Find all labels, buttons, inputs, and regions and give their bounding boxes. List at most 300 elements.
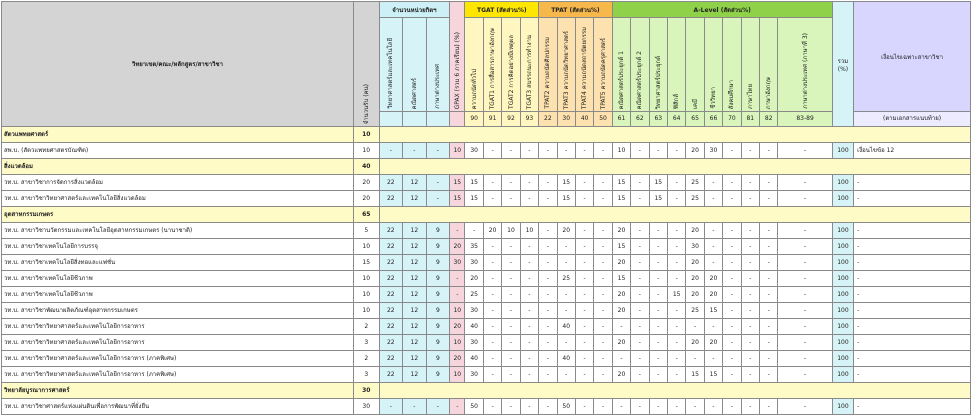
header-tpat-0 — [539, 18, 557, 112]
score-cell: - — [520, 271, 538, 287]
score-cell: 22 — [379, 271, 403, 287]
program-name: วท.บ. สาขาวิชาวิทยาศาสตร์และเทคโนโลยีการอาหาร (ภาคพิเศษ) — [2, 351, 354, 367]
score-cell: 15 — [557, 175, 575, 191]
score-cell: - — [594, 335, 612, 351]
score-cell: 20 — [686, 255, 704, 271]
score-cell: - — [520, 255, 538, 271]
header-unit-2-label: ภาษาต่างประเทศ — [434, 64, 442, 109]
score-cell: - — [483, 335, 501, 351]
score-cell: - — [450, 287, 465, 303]
score-cell: 20 — [612, 303, 630, 319]
score-cell: - — [723, 319, 741, 335]
program-seats: 15 — [353, 255, 379, 271]
header-alevel-3-label: ฟิสิกส์ — [673, 93, 681, 109]
score-cell: - — [649, 335, 667, 351]
score-cell: - — [723, 287, 741, 303]
program-name: สพ.บ. (สัตวแพทยศาสตรบัณฑิต) — [2, 143, 354, 159]
subject-code: 66 — [704, 112, 722, 127]
score-cell: - — [557, 335, 575, 351]
subject-code: 91 — [483, 112, 501, 127]
program-name: วท.บ. สาขาวิชาศาสตร์แห่งแผ่นดินเพื่อการพัฒนาที่ยั่งยืน — [2, 399, 354, 415]
subject-code: 81 — [741, 112, 759, 127]
score-cell: - — [667, 175, 685, 191]
table-row — [2, 271, 971, 287]
score-cell: - — [704, 319, 722, 335]
score-cell: - — [649, 143, 667, 159]
header-unit-2 — [426, 18, 450, 112]
score-cell: - — [760, 351, 778, 367]
score-cell: 15 — [686, 367, 704, 383]
score-cell: - — [741, 319, 759, 335]
table-row — [2, 191, 971, 207]
score-cell: - — [667, 255, 685, 271]
score-cell: 30 — [465, 367, 483, 383]
score-cell: - — [612, 319, 630, 335]
score-cell: 50 — [465, 399, 483, 415]
score-cell: - — [741, 175, 759, 191]
table-row — [2, 223, 971, 239]
header-alevel-2 — [649, 18, 667, 112]
score-cell: 9 — [426, 367, 450, 383]
score-cell: 40 — [465, 319, 483, 335]
score-cell: - — [594, 367, 612, 383]
table-row — [2, 367, 971, 383]
score-cell: - — [723, 239, 741, 255]
section-row — [2, 127, 971, 143]
score-cell: - — [741, 271, 759, 287]
score-cell: - — [483, 399, 501, 415]
score-cell: - — [502, 143, 520, 159]
program-seats: 3 — [353, 335, 379, 351]
program-name: วท.บ. สาขาวิชาวิทยาศาสตร์และเทคโนโลยีการอาหาร — [2, 335, 354, 351]
score-cell: 15 — [465, 175, 483, 191]
score-cell: - — [778, 367, 832, 383]
score-cell: - — [557, 303, 575, 319]
score-cell: - — [520, 399, 538, 415]
score-cell: - — [520, 191, 538, 207]
score-cell: 9 — [426, 255, 450, 271]
score-cell: - — [723, 351, 741, 367]
score-cell: - — [520, 239, 538, 255]
score-cell: 15 — [465, 191, 483, 207]
score-cell: 12 — [403, 287, 427, 303]
score-cell: - — [575, 319, 593, 335]
header-alevel-6-label: สังคมศึกษา — [728, 79, 736, 109]
score-cell: - — [649, 351, 667, 367]
score-cell: - — [667, 271, 685, 287]
header-condition: เงื่อนไขเฉพาะสาขาวิชา — [854, 2, 971, 112]
program-name: วท.บ. สาขาวิชาเทคโนโลยีสิ่งทอและแฟชั่น — [2, 255, 354, 271]
score-cell: - — [741, 255, 759, 271]
header-tgat-0 — [483, 18, 501, 112]
total-cell: 100 — [832, 351, 853, 367]
total-cell: 100 — [832, 223, 853, 239]
score-cell: - — [575, 335, 593, 351]
subject-code: 63 — [649, 112, 667, 127]
header-alevel-1 — [631, 18, 649, 112]
score-cell: - — [426, 143, 450, 159]
score-cell: 9 — [426, 271, 450, 287]
score-cell: 20 — [612, 255, 630, 271]
score-cell: - — [778, 175, 832, 191]
score-cell: - — [557, 143, 575, 159]
score-cell: - — [686, 399, 704, 415]
score-cell: - — [483, 319, 501, 335]
score-cell: - — [594, 239, 612, 255]
header-tgat-0-label: TGAT1 การสื่อสารภาษาอังกฤษ — [489, 27, 497, 109]
program-name: วท.บ. สาขาวิชาพัฒนาผลิตภัณฑ์อุตสาหกรรมเกษตร — [2, 303, 354, 319]
table-row — [2, 255, 971, 271]
score-cell: - — [539, 319, 557, 335]
program-name: วท.บ. สาขาวิชาวิทยาศาสตร์และเทคโนโลยีการอาหาร — [2, 319, 354, 335]
table-row — [2, 239, 971, 255]
score-cell: - — [760, 303, 778, 319]
header-alevel-7 — [741, 18, 759, 112]
score-cell: - — [723, 255, 741, 271]
section-seats: 10 — [353, 127, 379, 143]
score-cell: - — [667, 303, 685, 319]
score-cell: - — [723, 143, 741, 159]
score-cell: - — [539, 223, 557, 239]
header-alevel-5 — [704, 18, 722, 112]
score-cell: - — [426, 175, 450, 191]
score-cell: - — [539, 255, 557, 271]
score-cell: - — [667, 191, 685, 207]
score-cell: - — [539, 271, 557, 287]
score-cell: - — [667, 223, 685, 239]
header-alevel-0 — [612, 18, 630, 112]
score-cell: 25 — [557, 271, 575, 287]
score-cell: - — [631, 175, 649, 191]
score-cell: - — [723, 175, 741, 191]
score-cell: - — [575, 191, 593, 207]
score-cell: - — [575, 399, 593, 415]
score-cell: 40 — [465, 351, 483, 367]
section-seats: 40 — [353, 159, 379, 175]
header-program: วิทยาเขต/คณะ/หลักสูตร/สาขาวิชา — [2, 2, 354, 127]
score-cell: 12 — [403, 223, 427, 239]
score-cell: - — [667, 319, 685, 335]
condition-cell: - — [854, 367, 971, 383]
condition-cell: - — [854, 271, 971, 287]
score-cell: 22 — [379, 191, 403, 207]
score-cell: - — [520, 175, 538, 191]
score-cell: - — [539, 303, 557, 319]
program-seats: 10 — [353, 303, 379, 319]
program-seats: 30 — [353, 399, 379, 415]
header-alevel-9-label: ภาษาต่างประเทศ (ภาษาที่ 3) — [801, 33, 809, 109]
program-seats: 5 — [353, 223, 379, 239]
score-cell: 30 — [465, 143, 483, 159]
score-cell: - — [686, 351, 704, 367]
score-cell: - — [575, 175, 593, 191]
score-cell: 20 — [704, 287, 722, 303]
score-cell: 20 — [465, 271, 483, 287]
score-cell: - — [778, 335, 832, 351]
subject-code: 83-89 — [778, 112, 832, 127]
score-cell: - — [741, 303, 759, 319]
score-cell: - — [594, 175, 612, 191]
score-cell: - — [631, 367, 649, 383]
score-cell: - — [403, 399, 427, 415]
score-cell: - — [704, 175, 722, 191]
score-cell: - — [778, 191, 832, 207]
score-cell: - — [778, 399, 832, 415]
score-cell: - — [631, 319, 649, 335]
score-cell: - — [704, 255, 722, 271]
program-seats: 20 — [353, 191, 379, 207]
score-cell: - — [760, 271, 778, 287]
total-cell: 100 — [832, 143, 853, 159]
score-cell: 20 — [612, 335, 630, 351]
score-cell: 22 — [379, 175, 403, 191]
total-cell: 100 — [832, 399, 853, 415]
score-cell: 40 — [557, 319, 575, 335]
score-cell: 20 — [686, 287, 704, 303]
score-cell: 12 — [403, 335, 427, 351]
score-cell: - — [778, 239, 832, 255]
program-seats: 3 — [353, 367, 379, 383]
header-alevel-5-label: ชีววิทยา — [709, 87, 717, 109]
subject-code: 61 — [612, 112, 630, 127]
program-seats: 20 — [353, 175, 379, 191]
score-cell: - — [778, 351, 832, 367]
score-cell: - — [760, 175, 778, 191]
score-cell: - — [520, 335, 538, 351]
score-cell: - — [686, 319, 704, 335]
table-row — [2, 143, 971, 159]
condition-cell: - — [854, 351, 971, 367]
header-unit-1 — [403, 18, 427, 112]
score-cell: - — [575, 303, 593, 319]
score-cell: - — [502, 255, 520, 271]
score-cell: - — [612, 399, 630, 415]
section-filler — [379, 207, 970, 223]
program-seats: 2 — [353, 319, 379, 335]
subject-code: 62 — [631, 112, 649, 127]
section-name: วิทยาลัยบูรณาการศาสตร์ — [2, 383, 354, 399]
score-cell: - — [483, 271, 501, 287]
table-row — [2, 175, 971, 191]
score-cell: 30 — [450, 255, 465, 271]
score-cell: - — [502, 303, 520, 319]
score-cell: - — [741, 351, 759, 367]
score-cell: - — [667, 367, 685, 383]
score-cell: - — [631, 255, 649, 271]
score-cell: - — [594, 271, 612, 287]
score-cell: - — [704, 351, 722, 367]
score-cell: 30 — [704, 143, 722, 159]
score-cell: - — [539, 287, 557, 303]
score-cell: - — [594, 223, 612, 239]
score-cell: - — [649, 399, 667, 415]
score-cell: 40 — [557, 351, 575, 367]
total-cell: 100 — [832, 239, 853, 255]
score-cell: 20 — [450, 239, 465, 255]
score-cell: - — [539, 335, 557, 351]
score-cell: - — [502, 367, 520, 383]
total-cell: 100 — [832, 271, 853, 287]
subject-code: 90 — [465, 112, 483, 127]
score-cell: - — [741, 335, 759, 351]
score-cell: - — [778, 319, 832, 335]
header-unit-0 — [379, 18, 403, 112]
score-cell: 12 — [403, 303, 427, 319]
score-cell: 12 — [403, 191, 427, 207]
score-cell: - — [539, 239, 557, 255]
score-cell: 9 — [426, 351, 450, 367]
score-cell: - — [502, 239, 520, 255]
score-cell: - — [575, 239, 593, 255]
score-cell: 22 — [379, 287, 403, 303]
code-blank-2 — [426, 112, 450, 127]
score-cell: 22 — [379, 335, 403, 351]
section-name: สัตวแพทยศาสตร์ — [2, 127, 354, 143]
score-cell: - — [502, 287, 520, 303]
code-blank-0 — [379, 112, 403, 127]
score-cell: - — [520, 367, 538, 383]
score-cell: - — [778, 287, 832, 303]
program-seats: 10 — [353, 271, 379, 287]
header-alevel-8 — [760, 18, 778, 112]
score-cell: - — [741, 367, 759, 383]
score-cell: - — [502, 191, 520, 207]
score-cell: - — [575, 255, 593, 271]
header-tpat-2 — [575, 18, 593, 112]
score-cell: - — [723, 367, 741, 383]
header-tpat-3-label: TPAT5 ความถนัดครุศาสตร์ — [599, 37, 607, 109]
score-cell: - — [520, 143, 538, 159]
score-cell: - — [760, 223, 778, 239]
header-alevel-8-label: ภาษาอังกฤษ — [765, 76, 773, 109]
score-cell: - — [483, 287, 501, 303]
score-cell: - — [520, 303, 538, 319]
table-row — [2, 335, 971, 351]
header-tpat-2-label: TPAT4 ความถนัดสถาปัตยกรรม — [581, 26, 589, 109]
score-cell: 10 — [612, 143, 630, 159]
score-cell: - — [649, 223, 667, 239]
score-cell: - — [594, 399, 612, 415]
score-cell: 30 — [465, 255, 483, 271]
score-cell: 20 — [612, 367, 630, 383]
score-cell: - — [649, 239, 667, 255]
score-cell: - — [502, 399, 520, 415]
score-cell: - — [667, 351, 685, 367]
score-cell: - — [594, 303, 612, 319]
score-cell: 12 — [403, 367, 427, 383]
program-name: วท.บ. สาขาวิชาเทคโนโลยีชีวภาพ — [2, 271, 354, 287]
score-cell: 50 — [557, 399, 575, 415]
header-tgat-2 — [520, 18, 538, 112]
score-cell: - — [502, 319, 520, 335]
score-cell: - — [631, 287, 649, 303]
score-cell: 10 — [502, 223, 520, 239]
score-cell: 9 — [426, 303, 450, 319]
total-cell: 100 — [832, 287, 853, 303]
table-row — [2, 351, 971, 367]
score-cell: 15 — [612, 175, 630, 191]
score-cell: 20 — [686, 335, 704, 351]
score-cell: - — [778, 223, 832, 239]
header-alevel-1-label: คณิตศาสตร์ประยุกต์ 2 — [636, 50, 644, 109]
score-cell: 12 — [403, 239, 427, 255]
subject-code: 82 — [760, 112, 778, 127]
score-cell: 20 — [686, 223, 704, 239]
condition-cell: - — [854, 303, 971, 319]
score-cell: - — [741, 239, 759, 255]
header-tgat-1-label: TGAT2 การคิดอย่างมีเหตุผล — [507, 35, 515, 109]
total-cell: 100 — [832, 175, 853, 191]
score-cell: - — [483, 351, 501, 367]
score-cell: - — [649, 271, 667, 287]
score-cell: - — [704, 191, 722, 207]
score-cell: - — [575, 271, 593, 287]
score-cell: 25 — [686, 191, 704, 207]
score-cell: 20 — [686, 143, 704, 159]
condition-cell: เงื่อนไขข้อ 12 — [854, 143, 971, 159]
score-cell: - — [631, 335, 649, 351]
score-cell: - — [667, 399, 685, 415]
score-cell: 12 — [403, 175, 427, 191]
section-row — [2, 159, 971, 175]
header-tpat-0-label: TPAT2 ความถนัดศิลปกรรม — [544, 37, 552, 109]
score-cell: - — [403, 143, 427, 159]
score-cell: - — [539, 399, 557, 415]
score-cell: 12 — [403, 271, 427, 287]
header-alevel-4 — [686, 18, 704, 112]
header-alevel-group: A-Level (สัดส่วน%) — [612, 2, 832, 18]
score-cell: 30 — [686, 239, 704, 255]
program-name: วท.บ. สาขาวิชาเทคโนโลยีการบรรจุ — [2, 239, 354, 255]
score-cell: - — [760, 399, 778, 415]
score-cell: - — [649, 319, 667, 335]
header-tpat-1 — [557, 18, 575, 112]
score-cell: - — [704, 399, 722, 415]
score-cell: - — [594, 143, 612, 159]
score-cell: - — [778, 255, 832, 271]
score-cell: - — [631, 143, 649, 159]
table-row — [2, 287, 971, 303]
section-filler — [379, 383, 970, 399]
score-cell: - — [557, 255, 575, 271]
score-cell: 9 — [426, 223, 450, 239]
score-cell: - — [483, 175, 501, 191]
score-cell: 22 — [379, 303, 403, 319]
score-cell: 15 — [704, 303, 722, 319]
score-cell: - — [539, 367, 557, 383]
header-gpax: GPAX (รวม 6 ภาคเรียน) (%) — [450, 2, 465, 112]
subject-code: 93 — [520, 112, 538, 127]
score-cell: 20 — [704, 271, 722, 287]
condition-cell: - — [854, 223, 971, 239]
condition-cell: - — [854, 255, 971, 271]
score-cell: - — [483, 367, 501, 383]
section-seats: 65 — [353, 207, 379, 223]
header-units-group: จำนวนหน่วยกิตฯ — [379, 2, 450, 18]
score-cell: 30 — [465, 303, 483, 319]
subject-code: 70 — [723, 112, 741, 127]
score-cell: - — [649, 287, 667, 303]
score-cell: - — [539, 175, 557, 191]
score-cell: - — [704, 223, 722, 239]
score-cell: - — [741, 143, 759, 159]
total-cell: 100 — [832, 319, 853, 335]
score-cell: - — [723, 223, 741, 239]
score-cell: - — [379, 143, 403, 159]
score-cell: - — [667, 239, 685, 255]
score-cell: 12 — [403, 319, 427, 335]
table-row — [2, 399, 971, 415]
